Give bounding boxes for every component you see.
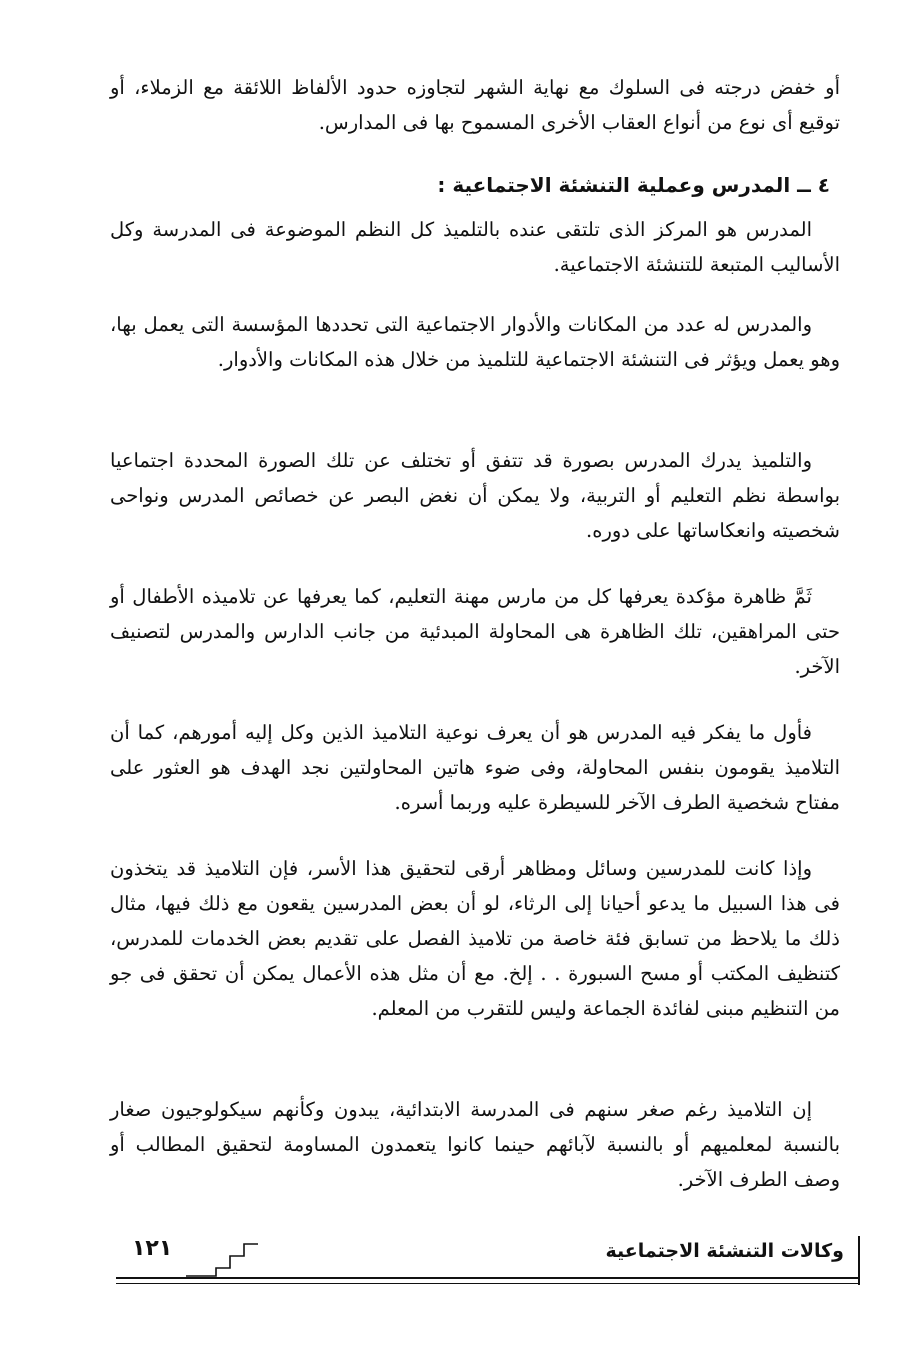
footer-rule-thin bbox=[116, 1283, 858, 1284]
section-heading: ٤ ــ المدرس وعملية التنشئة الاجتماعية : bbox=[437, 173, 830, 197]
footer-step-ornament bbox=[186, 1232, 258, 1280]
paragraph-6: وإذا كانت للمدرسين وسائل ومظاهر أرقى لتحقيق هذا الأسر، فإن التلاميذ قد يتخذون فى هذا السبيل ما يدعو أحيانا إلى الرثاء، لو أن بعض المدرسين يقعون مع ذلك فيها، مثال ذلك ما يلاحظ من تسابق فئة خاصة من تلاميذ الفصل على تقديم بعض الخدمات للمدرس، كتنظيف المكتب أو مسح السبورة . . إلخ. مع أن مثل هذه الأعمال يمكن أن تحقق فى جو من التنظيم مبنى لفائدة الجماعة وليس للتقرب من المعلم. bbox=[110, 857, 840, 1020]
footer-vertical-rule bbox=[858, 1236, 860, 1285]
paragraph-5: فأول ما يفكر فيه المدرس هو أن يعرف نوعية التلاميذ الذين وكل إليه أمورهم، كما أن التلاميذ يقومون بنفس المحاولة، وفى ضوء هاتين المحاولتين نجد الهدف هو العثور على مفتاح شخصية الطرف الآخر للسيطرة عليه وربما أسره. bbox=[110, 721, 840, 814]
continuation-paragraph: أو خفض درجته فى السلوك مع نهاية الشهر لتجاوزه حدود الألفاظ اللائقة مع الزملاء، أو توقيع أى نوع من أنواع العقاب الأخرى المسموح بها فى المدارس. bbox=[110, 76, 840, 134]
paragraph-3: والتلميذ يدرك المدرس بصورة قد تتفق أو تختلف عن تلك الصورة المحددة اجتماعيا بواسطة نظم التعليم أو التربية، ولا يمكن أن نغض البصر عن خصائص المدرس ونواحى شخصيته وانعكاساتها على دوره. bbox=[110, 449, 840, 542]
running-footer-title: وكالات التنشئة الاجتماعية bbox=[605, 1240, 844, 1262]
paragraph-4: ثَمَّ ظاهرة مؤكدة يعرفها كل من مارس مهنة التعليم، كما يعرفها عن تلاميذه الأطفال أو حتى المراهقين، تلك الظاهرة هى المحاولة المبدئية من جانب الدارس والمدرس لتصنيف الآخر. bbox=[110, 585, 840, 678]
paragraph-1: المدرس هو المركز الذى تلتقى عنده بالتلميذ كل النظم الموضوعة فى المدرسة وكل الأساليب المتبعة للتنشئة الاجتماعية. bbox=[110, 218, 840, 276]
paragraph-7: إن التلاميذ رغم صغر سنهم فى المدرسة الابتدائية، يبدون وكأنهم سيكولوجيون صغار بالنسبة لمعلميهم أو بالنسبة لآبائهم حينما كانوا يتعمدون المساومة لتحقيق المطالب أو وصف الطرف الآخر. bbox=[110, 1098, 840, 1191]
page-number: ١٢١ bbox=[132, 1236, 173, 1261]
paragraph-2: والمدرس له عدد من المكانات والأدوار الاجتماعية التى تحددها المؤسسة التى يعمل بها، وهو يعمل ويؤثر فى التنشئة الاجتماعية للتلميذ من خلال هذه المكانات والأدوار. bbox=[110, 313, 840, 371]
